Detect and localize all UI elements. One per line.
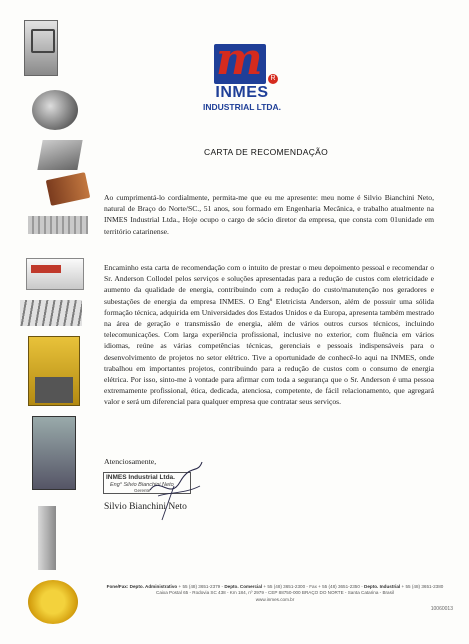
footer-comm-phone: + 55 (48) 3651-2300 - Fax + 55 (48) 3651-2350 -	[262, 584, 365, 589]
footer-address: Caixa Postal 65 - Rodovia SC 438 - Km 184, nº 2979 - CEP 88750-000 BRAÇO DO NORTE - Santa Catarina - Brasil	[156, 590, 394, 596]
footer-ind-label: Depto. Industrial	[364, 584, 401, 589]
stamp-name: Eng° Silvio Bianchini Neto	[110, 482, 174, 488]
paragraph-recommendation: Encaminho esta carta de recomendação com o intuito de prestar o meu depoimento pessoal e recomendar o Sr. Anderson Collodel pelos serviços e soluções apresentadas para a redução de custos com eletricidade e aumento da qualidade de energia, contribuindo com a redução do custo/manutenção nos geradores e subestações de energia da empresa INMES. O Engº Eletricista Anderson, além de possuir uma sólida formação técnica, adquirida em Universidades dos Estados Unidos e da Europa, apresenta também mestrado na área de geração e transmissão de energia, além de vários outros cursos técnicos, incluindo telecomunicações. Com larga experiência profissional, inclusive no exterior, com fluência em vários idiomas, reúne as várias competências técnicas, gerenciais e pessoais indispensáveis para o desenvolvimento de projetos no setor elétrico. Tive a oportunidade de conhecê-lo aqui na INMES, onde trabalhou em importantes projetos, contribuindo para a redução de custos com o consumo de energia elétrica. Por isso, sinto-me à vontade para afirmar com toda a segurança que o Sr. Anderson é uma pessoa extremamente profissional, ética, dedicada, atenciosa, competente, de fácil relacionamento, que agregará valor e será um diferencial para qualquer empresa que contratar seus serviços.	[104, 263, 434, 407]
stamp-company: INMES Industrial Ltda.	[106, 474, 175, 481]
stamp-role: Gerente	[134, 488, 151, 493]
inmes-logo-icon	[198, 44, 286, 114]
handwritten-signature-icon	[140, 456, 210, 526]
cutting-disc-photo-icon	[32, 90, 78, 130]
product-box-photo-icon	[26, 258, 84, 290]
bar-photo-icon	[38, 506, 56, 570]
footer-website: www.inmes.com.br	[255, 596, 295, 602]
wood-block-photo-icon	[46, 172, 91, 206]
registered-mark: R	[268, 74, 278, 84]
footer-ind-phone: + 55 (48) 3651-2380	[400, 584, 444, 589]
page-code: 10060013	[430, 606, 453, 612]
footer-admin-label: Fone/Fax: Depto. Administrativo	[106, 584, 178, 589]
saw-photo-icon	[37, 140, 82, 170]
closing-salutation: Atenciosamente,	[104, 457, 157, 466]
footer-admin-phone: + 55 (48) 3651-2379 -	[177, 584, 225, 589]
blades-photo-icon	[28, 216, 88, 234]
yellow-machine-photo-icon	[28, 336, 80, 406]
machine-photo-icon	[24, 20, 58, 76]
letter-title: CARTA DE RECOMENDAÇÃO	[204, 147, 329, 157]
letter-footer	[90, 584, 460, 603]
company-subtitle: INDUSTRIAL LTDA.	[202, 102, 282, 112]
company-name: INMES	[215, 84, 269, 101]
press-machine-photo-icon	[32, 416, 76, 490]
paragraph-introduction: Ao cumprimentá-lo cordialmente, permita-me que eu me apresente: meu nome é Silvio Bianchini Neto, natural de Braço do Norte/SC., 51 anos, sou formado em Engenharia Mecânica, e trabalho atualmente na INMES Industrial Ltda., Hoje ocupo o cargo de sócio diretor da empresa, que consta com 01unidade em território catarinense.	[104, 193, 434, 236]
footer-comm-label: Depto. Comercial	[224, 584, 263, 589]
logo-mark	[214, 44, 266, 84]
fan-photo-icon	[28, 580, 78, 624]
logo-mark-letter: m	[216, 44, 263, 84]
signer-name: Silvio Bianchini Neto	[104, 502, 187, 512]
knives-photo-icon	[20, 300, 82, 326]
product-photo-strip-icon	[18, 20, 86, 620]
